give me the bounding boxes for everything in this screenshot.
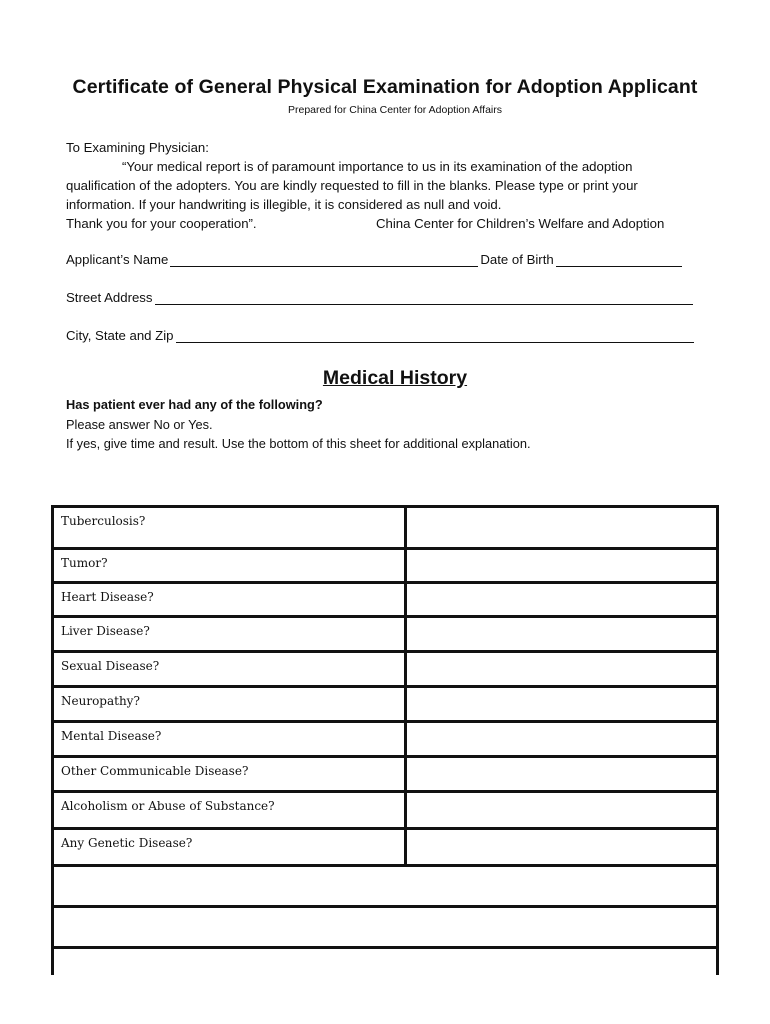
table-row bbox=[54, 793, 716, 830]
applicant-name-field[interactable] bbox=[170, 254, 478, 267]
condition-answer-field[interactable] bbox=[410, 508, 716, 547]
condition-label: Sexual Disease? bbox=[54, 653, 407, 685]
condition-answer-field[interactable] bbox=[410, 550, 716, 581]
condition-answer-field[interactable] bbox=[410, 758, 716, 790]
table-row bbox=[54, 584, 716, 618]
document-title: Certificate of General Physical Examination for Adoption Applicant bbox=[72, 76, 698, 98]
letter-line-4: Thank you for your cooperation”. bbox=[66, 216, 257, 231]
document-subtitle: Prepared for China Center for Adoption Affairs bbox=[287, 104, 502, 116]
medical-history-instructions bbox=[66, 395, 531, 454]
condition-answer-field[interactable] bbox=[410, 653, 716, 685]
applicant-name-label: Applicant’s Name bbox=[66, 252, 169, 267]
condition-label: Mental Disease? bbox=[54, 723, 407, 755]
condition-label: Heart Disease? bbox=[54, 584, 407, 615]
physician-letter bbox=[66, 138, 706, 233]
table-row bbox=[54, 618, 716, 653]
condition-label: Liver Disease? bbox=[54, 618, 407, 650]
city-state-zip-label: City, State and Zip bbox=[66, 328, 174, 343]
date-of-birth-label: Date of Birth bbox=[480, 252, 554, 267]
letter-line-1: “Your medical report is of paramount importance to us in its examination of the adoption bbox=[122, 159, 633, 174]
city-state-zip-field[interactable] bbox=[176, 330, 694, 343]
table-row bbox=[54, 758, 716, 793]
condition-answer-field[interactable] bbox=[410, 830, 716, 864]
condition-label: Tuberculosis? bbox=[54, 508, 407, 547]
medical-history-table bbox=[51, 505, 719, 975]
condition-label: Any Genetic Disease? bbox=[54, 830, 407, 864]
street-address-field[interactable] bbox=[155, 292, 693, 305]
condition-answer-field[interactable] bbox=[410, 618, 716, 650]
table-row bbox=[54, 688, 716, 723]
letter-salutation: To Examining Physician: bbox=[66, 140, 209, 155]
condition-answer-field[interactable] bbox=[410, 688, 716, 720]
medical-history-question: Has patient ever had any of the following? bbox=[66, 397, 323, 412]
condition-label: Neuropathy? bbox=[54, 688, 407, 720]
condition-answer-field[interactable] bbox=[410, 793, 716, 827]
explanation-row[interactable] bbox=[54, 908, 716, 949]
letter-line-2: qualification of the adopters. You are kindly requested to fill in the blanks. Please type or print your bbox=[66, 178, 638, 193]
city-row bbox=[66, 328, 696, 343]
medical-history-instruction-2: If yes, give time and result. Use the bottom of this sheet for additional explanation. bbox=[66, 436, 531, 451]
table-row bbox=[54, 550, 716, 584]
name-dob-row bbox=[66, 252, 684, 267]
letter-closing-row bbox=[66, 214, 706, 233]
medical-history-title: Medical History bbox=[322, 367, 468, 389]
letter-line-3: information. If your handwriting is illegible, it is considered as null and void. bbox=[66, 197, 502, 212]
table-row bbox=[54, 830, 716, 867]
condition-answer-field[interactable] bbox=[410, 723, 716, 755]
table-row bbox=[54, 723, 716, 758]
street-row bbox=[66, 290, 695, 305]
condition-label: Other Communicable Disease? bbox=[54, 758, 407, 790]
medical-history-instruction-1: Please answer No or Yes. bbox=[66, 416, 213, 432]
explanation-row[interactable] bbox=[54, 867, 716, 908]
table-row bbox=[54, 653, 716, 688]
table-row bbox=[54, 508, 716, 550]
date-of-birth-field[interactable] bbox=[556, 254, 682, 267]
letter-signature: China Center for Children’s Welfare and Adoption bbox=[376, 216, 665, 231]
condition-label: Tumor? bbox=[54, 550, 407, 581]
street-address-label: Street Address bbox=[66, 290, 153, 305]
condition-label: Alcoholism or Abuse of Substance? bbox=[54, 793, 407, 827]
condition-answer-field[interactable] bbox=[410, 584, 716, 615]
